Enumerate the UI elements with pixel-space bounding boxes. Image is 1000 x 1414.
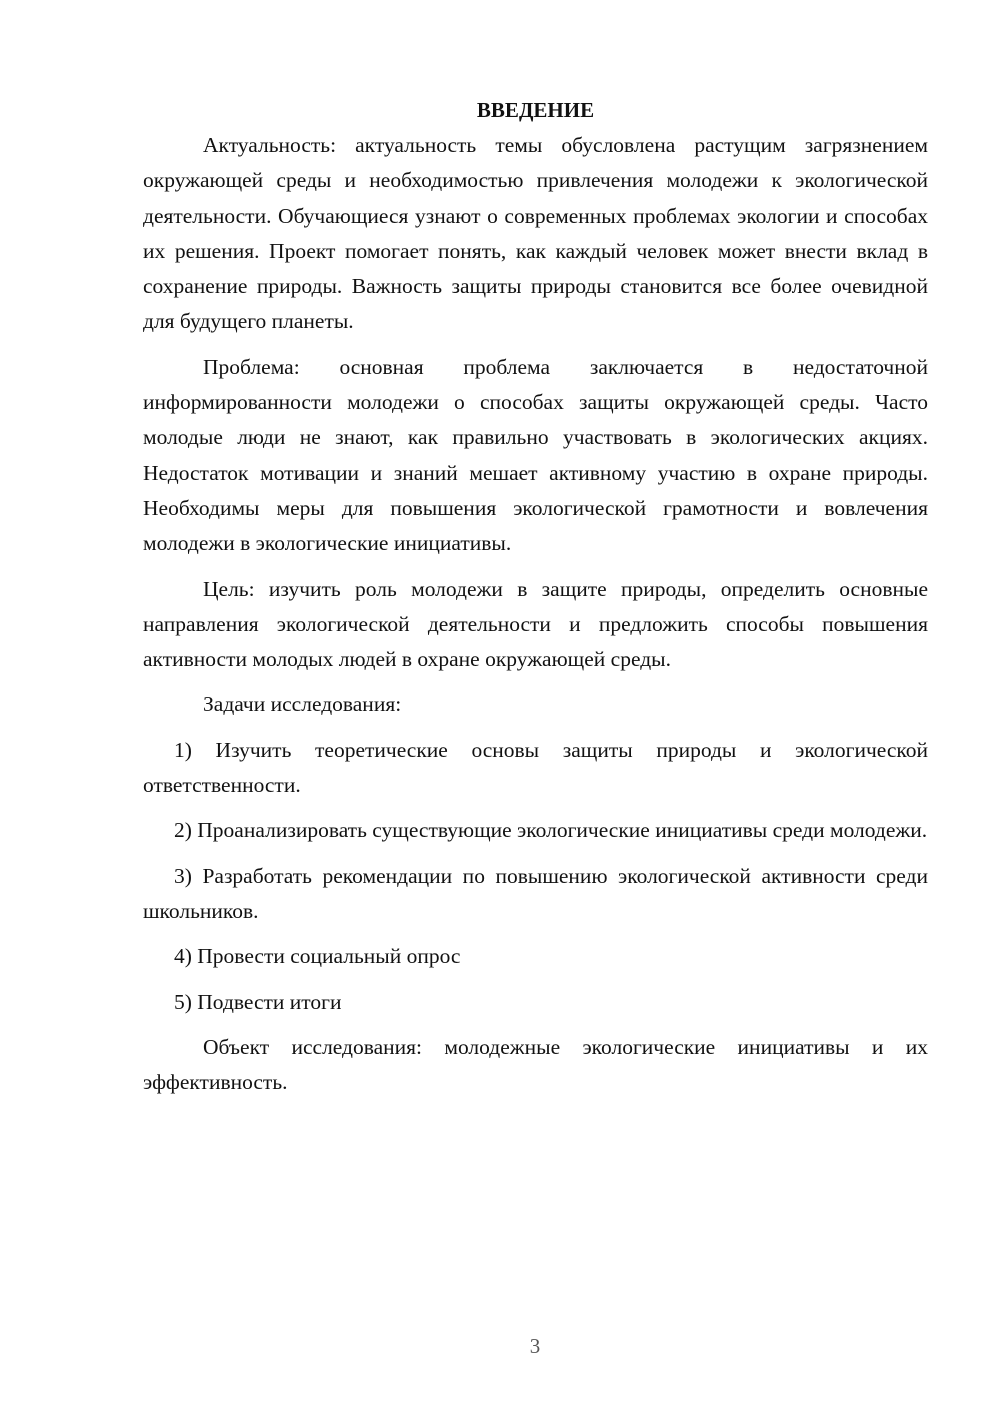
goal-paragraph: Цель: изучить роль молодежи в защите природы, определить основные направления экологической деятельности и предложить способы повышения активности молодых людей в охране окружающей среды.: [143, 576, 928, 672]
task-item-2: 2) Проанализировать существующие экологические инициативы среди молодежи.: [174, 818, 928, 843]
section-heading: ВВЕДЕНИЕ: [476, 98, 595, 122]
object-paragraph: Объект исследования: молодежные экологические инициативы и их эффективность.: [143, 1034, 928, 1095]
problem-paragraph: Проблема: основная проблема заключается в недостаточной информированности молодежи о способах защиты окружающей среды. Часто молодые люди не знают, как правильно участвовать в экологических акциях. Недостаток мотивации и знаний мешает активному участию в охране природы. Необходимы меры для повышения экологической грамотности и вовлечения молодежи в экологические инициативы.: [143, 354, 928, 556]
tasks-heading: Задачи исследования:: [203, 692, 402, 717]
task-item-1: 1) Изучить теоретические основы защиты природы и экологической ответственности.: [143, 737, 928, 798]
page-content: [143, 93, 928, 1100]
relevance-paragraph: Актуальность: актуальность темы обусловлена растущим загрязнением окружающей среды и необходимостью привлечения молодежи к экологической деятельности. Обучающиеся узнают о современных проблемах экологии и способах их решения. Проект помогает понять, как каждый человек может внести вклад в сохранение природы. Важность защиты природы становится все более очевидной для будущего планеты.: [143, 133, 928, 334]
task-item-3: 3) Разработать рекомендации по повышению экологической активности среди школьников.: [143, 863, 928, 923]
page-number: 3: [529, 1334, 541, 1358]
task-item-5: 5) Подвести итоги: [174, 989, 342, 1014]
task-item-4: 4) Провести социальный опрос: [174, 944, 461, 969]
